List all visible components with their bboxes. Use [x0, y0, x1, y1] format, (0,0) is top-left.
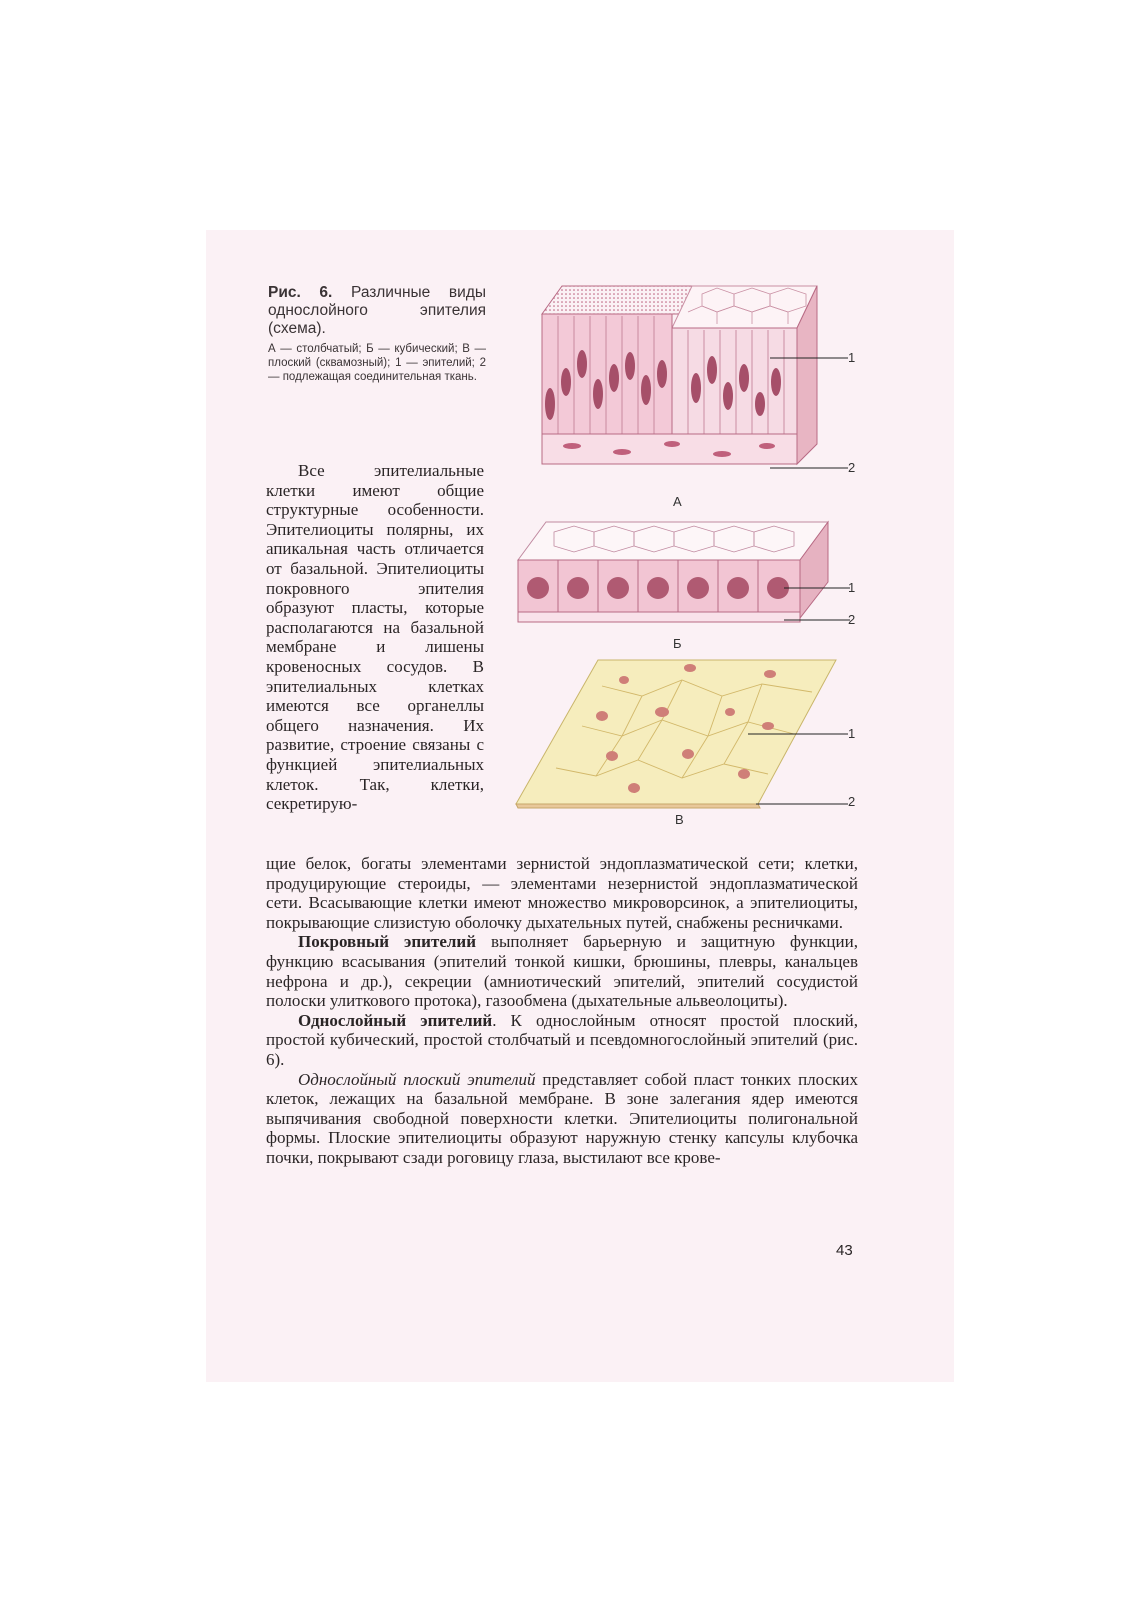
- callout-2-b: 2: [848, 612, 856, 627]
- callout-1-c: 1: [848, 726, 856, 741]
- callout-2-a: 2: [848, 460, 856, 475]
- body-text: [266, 854, 858, 1168]
- paragraph-text: выполняет барьерную и защитную функции, функцию всасывания (эпителий тонкой кишки, брюшины, плевры, канальцев нефрона и др.), секреции (амниотический эпителий, эпителий сосудистой полоски улиткового протока), газообмена (дыхательные альвеолоциты).: [266, 932, 858, 1011]
- diagram-columnar-epithelium: [512, 284, 852, 496]
- figure-title: [268, 284, 486, 338]
- figure-title-text: Различные виды однослойного эпителия (схема).: [268, 284, 487, 337]
- term-simple-epithelium: Однослойный эпителий: [298, 1010, 493, 1030]
- figure-number: Рис. 6.: [268, 284, 333, 301]
- paragraph-squamous-epithelium: [266, 1070, 858, 1168]
- panel-label-a: А: [673, 494, 682, 509]
- paragraph-text: представляет собой пласт тонких плоских клеток, лежащих на базальной мембране. В зоне залегания ядер имеются выпячивания свободной поверхности клетки. Эпителиоциты полигональной формы. Плоские эпителиоциты образуют наружную стенку капсулы клубочка почки, покрывают сзади роговицу глаза, выстилают все крове-: [266, 1069, 858, 1167]
- intro-column-text: [266, 461, 484, 814]
- panel-label-c: В: [675, 812, 684, 827]
- callout-2-c: 2: [848, 794, 856, 809]
- callout-1-a: 1: [848, 350, 856, 365]
- callout-1-b: 1: [848, 580, 856, 595]
- diagram-cuboidal-epithelium: [514, 520, 854, 632]
- paragraph-continued: щие белок, богаты элементами зернистой эндоплазматической сети; клетки, продуцирующие стероиды, — элементами незернистой эндоплазматической сети. Всасывающие клетки имеют множество микроворсинок, а эпителиоциты, покрывающие слизистую оболочку дыхательных путей, снабжены ресничками.: [266, 854, 858, 932]
- panel-label-b: Б: [673, 636, 682, 651]
- figure-legend: А — столбчатый; Б — кубический; В — плоский (сквамозный); 1 — эпителий; 2 — подлежащая соединительная ткань.: [268, 343, 486, 383]
- paragraph-text: . К однослойным относят простой плоский, простой кубический, простой столбчатый и псевдомногослойный эпителий (рис. 6).: [266, 1010, 859, 1069]
- diagram-squamous-epithelium: [512, 656, 852, 812]
- term-squamous-epithelium: Однослойный плоский эпителий: [298, 1069, 536, 1089]
- figure-caption: [268, 284, 486, 384]
- intro-paragraph: Все эпителиальные клетки имеют общие структурные особенности. Эпителиоциты полярны, их апикальная часть отличается от базальной. Эпителиоциты покровного эпителия образуют пласты, которые располагаются на базальной мембране и лишены кровеносных сосудов. В эпителиальных клетках имеются все органеллы общего назначения. Их развитие, строение связаны с функцией эпителиальных клеток. Так, клетки, секретирую-: [266, 461, 484, 814]
- page-number: 43: [836, 1242, 853, 1259]
- paragraph-simple-epithelium: [266, 1011, 858, 1070]
- paragraph-covering-epithelium: [266, 932, 858, 1010]
- term-covering-epithelium: Покровный эпителий: [298, 932, 476, 952]
